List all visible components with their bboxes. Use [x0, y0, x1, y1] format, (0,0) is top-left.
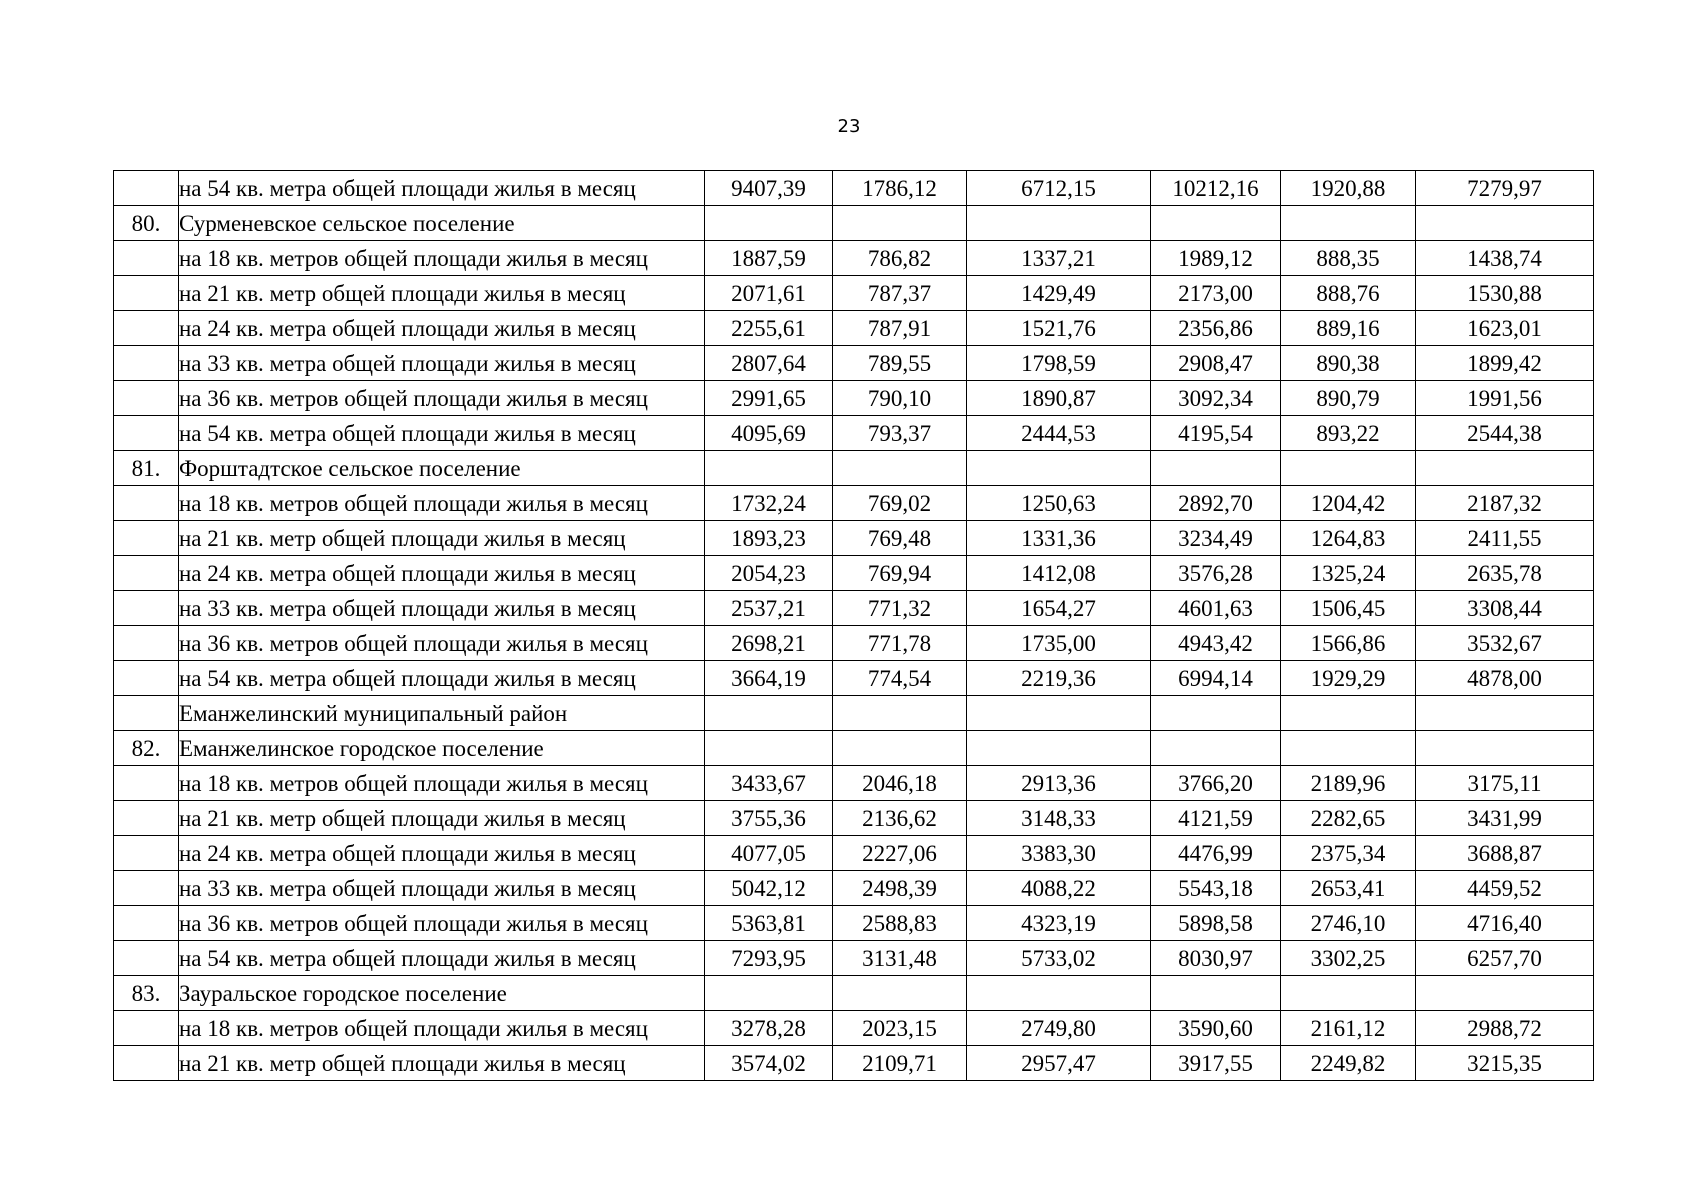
table-row: [114, 486, 1594, 521]
value-cell-2: [833, 696, 967, 731]
value-cell-5: 1929,29: [1281, 661, 1416, 696]
value-cell-5: 3302,25: [1281, 941, 1416, 976]
value-cell-3: 2957,47: [967, 1046, 1151, 1081]
value-cell-3: [967, 696, 1151, 731]
value-cell-3: 1331,36: [967, 521, 1151, 556]
value-cell-1: 2255,61: [705, 311, 833, 346]
value-cell-4: 3092,34: [1151, 381, 1281, 416]
value-cell-2: 789,55: [833, 346, 967, 381]
table-row: [114, 696, 1594, 731]
value-cell-1: [705, 731, 833, 766]
row-description-cell: на 24 кв. метра общей площади жилья в месяц: [179, 311, 705, 346]
value-cell-4: 4195,54: [1151, 416, 1281, 451]
value-cell-2: 787,37: [833, 276, 967, 311]
row-description-cell: на 24 кв. метра общей площади жилья в месяц: [179, 556, 705, 591]
row-number-cell: [114, 696, 179, 731]
value-cell-5: 2746,10: [1281, 906, 1416, 941]
value-cell-4: 4476,99: [1151, 836, 1281, 871]
value-cell-5: 2249,82: [1281, 1046, 1416, 1081]
value-cell-5: 1920,88: [1281, 171, 1416, 206]
row-number-cell: [114, 346, 179, 381]
value-cell-6: 3175,11: [1416, 766, 1594, 801]
value-cell-6: 2411,55: [1416, 521, 1594, 556]
row-description-cell: на 36 кв. метров общей площади жилья в месяц: [179, 906, 705, 941]
value-cell-5: 890,79: [1281, 381, 1416, 416]
value-cell-1: 3755,36: [705, 801, 833, 836]
row-description-cell: на 21 кв. метр общей площади жилья в месяц: [179, 276, 705, 311]
value-cell-2: 2588,83: [833, 906, 967, 941]
value-cell-2: 774,54: [833, 661, 967, 696]
value-cell-4: 1989,12: [1151, 241, 1281, 276]
value-cell-2: 769,02: [833, 486, 967, 521]
value-cell-6: [1416, 731, 1594, 766]
table-row: [114, 416, 1594, 451]
value-cell-1: 3433,67: [705, 766, 833, 801]
value-cell-3: 4088,22: [967, 871, 1151, 906]
row-description-cell: на 24 кв. метра общей площади жилья в месяц: [179, 836, 705, 871]
value-cell-5: 890,38: [1281, 346, 1416, 381]
value-cell-5: 1264,83: [1281, 521, 1416, 556]
row-number-cell: [114, 381, 179, 416]
table-body: [114, 171, 1594, 1081]
value-cell-5: 1325,24: [1281, 556, 1416, 591]
value-cell-3: 4323,19: [967, 906, 1151, 941]
row-description-cell: на 54 кв. метра общей площади жилья в месяц: [179, 941, 705, 976]
row-number-cell: 82.: [114, 731, 179, 766]
table-row: [114, 906, 1594, 941]
row-description-cell: Форштадтское сельское поселение: [179, 451, 705, 486]
row-description-cell: на 33 кв. метра общей площади жилья в месяц: [179, 871, 705, 906]
value-cell-2: 793,37: [833, 416, 967, 451]
row-description-cell: на 18 кв. метров общей площади жилья в месяц: [179, 1011, 705, 1046]
value-cell-2: [833, 206, 967, 241]
value-cell-2: 1786,12: [833, 171, 967, 206]
value-cell-3: 1735,00: [967, 626, 1151, 661]
value-cell-1: 3574,02: [705, 1046, 833, 1081]
table-row: [114, 311, 1594, 346]
table-row: [114, 941, 1594, 976]
table-row: [114, 836, 1594, 871]
value-cell-4: 3576,28: [1151, 556, 1281, 591]
row-description-cell: Сурменевское сельское поселение: [179, 206, 705, 241]
value-cell-1: 2054,23: [705, 556, 833, 591]
value-cell-1: 3664,19: [705, 661, 833, 696]
value-cell-6: 2635,78: [1416, 556, 1594, 591]
value-cell-6: 1991,56: [1416, 381, 1594, 416]
value-cell-5: [1281, 731, 1416, 766]
table-row: [114, 801, 1594, 836]
value-cell-4: [1151, 451, 1281, 486]
value-cell-4: [1151, 206, 1281, 241]
value-cell-1: 5363,81: [705, 906, 833, 941]
table-row: [114, 591, 1594, 626]
value-cell-6: 4459,52: [1416, 871, 1594, 906]
value-cell-4: 2892,70: [1151, 486, 1281, 521]
value-cell-4: 2173,00: [1151, 276, 1281, 311]
value-cell-3: 1412,08: [967, 556, 1151, 591]
value-cell-6: 3431,99: [1416, 801, 1594, 836]
value-cell-5: 2189,96: [1281, 766, 1416, 801]
value-cell-6: 2544,38: [1416, 416, 1594, 451]
row-number-cell: [114, 766, 179, 801]
row-number-cell: [114, 661, 179, 696]
row-number-cell: [114, 171, 179, 206]
value-cell-5: 2282,65: [1281, 801, 1416, 836]
value-cell-2: 786,82: [833, 241, 967, 276]
value-cell-4: 3766,20: [1151, 766, 1281, 801]
value-cell-4: 8030,97: [1151, 941, 1281, 976]
value-cell-6: 7279,97: [1416, 171, 1594, 206]
value-cell-4: 4121,59: [1151, 801, 1281, 836]
value-cell-1: 9407,39: [705, 171, 833, 206]
table-row: [114, 661, 1594, 696]
value-cell-6: 3308,44: [1416, 591, 1594, 626]
row-number-cell: 80.: [114, 206, 179, 241]
value-cell-1: 1732,24: [705, 486, 833, 521]
value-cell-5: 888,76: [1281, 276, 1416, 311]
value-cell-4: 5543,18: [1151, 871, 1281, 906]
value-cell-4: 3590,60: [1151, 1011, 1281, 1046]
row-description-cell: на 21 кв. метр общей площади жилья в месяц: [179, 1046, 705, 1081]
value-cell-2: 790,10: [833, 381, 967, 416]
row-number-cell: [114, 486, 179, 521]
value-cell-6: 1530,88: [1416, 276, 1594, 311]
value-cell-4: 3234,49: [1151, 521, 1281, 556]
value-cell-4: 10212,16: [1151, 171, 1281, 206]
value-cell-3: [967, 451, 1151, 486]
page-number: 23: [837, 116, 861, 137]
table-row: [114, 451, 1594, 486]
value-cell-3: 1798,59: [967, 346, 1151, 381]
value-cell-6: [1416, 976, 1594, 1011]
row-number-cell: [114, 801, 179, 836]
table-row: [114, 1011, 1594, 1046]
value-cell-2: 2498,39: [833, 871, 967, 906]
value-cell-5: 893,22: [1281, 416, 1416, 451]
value-cell-2: [833, 976, 967, 1011]
row-number-cell: [114, 241, 179, 276]
table-row: [114, 241, 1594, 276]
value-cell-4: [1151, 696, 1281, 731]
table-row: [114, 346, 1594, 381]
value-cell-5: [1281, 976, 1416, 1011]
table-row: [114, 206, 1594, 241]
value-cell-3: [967, 206, 1151, 241]
value-cell-3: 5733,02: [967, 941, 1151, 976]
value-cell-5: 889,16: [1281, 311, 1416, 346]
row-number-cell: [114, 1046, 179, 1081]
row-number-cell: [114, 556, 179, 591]
value-cell-2: 771,78: [833, 626, 967, 661]
value-cell-6: 3215,35: [1416, 1046, 1594, 1081]
table-row: [114, 381, 1594, 416]
table-row: [114, 556, 1594, 591]
value-cell-1: 3278,28: [705, 1011, 833, 1046]
value-cell-5: 2653,41: [1281, 871, 1416, 906]
value-cell-4: 4601,63: [1151, 591, 1281, 626]
row-number-cell: [114, 941, 179, 976]
value-cell-3: 3383,30: [967, 836, 1151, 871]
row-description-cell: на 54 кв. метра общей площади жилья в месяц: [179, 171, 705, 206]
value-cell-5: [1281, 451, 1416, 486]
value-cell-5: 888,35: [1281, 241, 1416, 276]
value-cell-6: 1623,01: [1416, 311, 1594, 346]
row-description-cell: на 33 кв. метра общей площади жилья в месяц: [179, 346, 705, 381]
row-number-cell: [114, 416, 179, 451]
tariff-table: [113, 170, 1594, 1081]
value-cell-6: 1899,42: [1416, 346, 1594, 381]
value-cell-2: 2136,62: [833, 801, 967, 836]
row-number-cell: [114, 276, 179, 311]
value-cell-3: 3148,33: [967, 801, 1151, 836]
table-row: [114, 1046, 1594, 1081]
row-description-cell: на 18 кв. метров общей площади жилья в месяц: [179, 241, 705, 276]
value-cell-1: 1893,23: [705, 521, 833, 556]
value-cell-2: 769,48: [833, 521, 967, 556]
value-cell-2: 2023,15: [833, 1011, 967, 1046]
value-cell-1: [705, 976, 833, 1011]
value-cell-2: 2109,71: [833, 1046, 967, 1081]
table-row: [114, 976, 1594, 1011]
value-cell-1: 4095,69: [705, 416, 833, 451]
table-row: [114, 276, 1594, 311]
row-description-cell: Еманжелинское городское поселение: [179, 731, 705, 766]
row-description-cell: Зауральское городское поселение: [179, 976, 705, 1011]
table-row: [114, 521, 1594, 556]
row-number-cell: 81.: [114, 451, 179, 486]
value-cell-3: 1521,76: [967, 311, 1151, 346]
value-cell-3: 2749,80: [967, 1011, 1151, 1046]
row-number-cell: [114, 521, 179, 556]
value-cell-6: 6257,70: [1416, 941, 1594, 976]
value-cell-6: 2187,32: [1416, 486, 1594, 521]
value-cell-2: [833, 451, 967, 486]
value-cell-2: 771,32: [833, 591, 967, 626]
row-number-cell: [114, 871, 179, 906]
value-cell-5: 1566,86: [1281, 626, 1416, 661]
table-row: [114, 871, 1594, 906]
value-cell-4: [1151, 731, 1281, 766]
value-cell-3: 1654,27: [967, 591, 1151, 626]
value-cell-3: 2444,53: [967, 416, 1151, 451]
value-cell-3: 1890,87: [967, 381, 1151, 416]
row-number-cell: [114, 591, 179, 626]
value-cell-5: 1506,45: [1281, 591, 1416, 626]
value-cell-6: [1416, 451, 1594, 486]
value-cell-2: [833, 731, 967, 766]
row-description-cell: на 54 кв. метра общей площади жилья в месяц: [179, 661, 705, 696]
row-description-cell: на 18 кв. метров общей площади жилья в месяц: [179, 486, 705, 521]
value-cell-3: 1250,63: [967, 486, 1151, 521]
value-cell-1: 7293,95: [705, 941, 833, 976]
value-cell-5: 1204,42: [1281, 486, 1416, 521]
value-cell-1: [705, 451, 833, 486]
row-description-cell: на 21 кв. метр общей площади жилья в месяц: [179, 521, 705, 556]
value-cell-2: 787,91: [833, 311, 967, 346]
value-cell-1: [705, 206, 833, 241]
value-cell-1: 2698,21: [705, 626, 833, 661]
value-cell-6: 3688,87: [1416, 836, 1594, 871]
value-cell-2: 769,94: [833, 556, 967, 591]
value-cell-3: 1429,49: [967, 276, 1151, 311]
value-cell-6: 3532,67: [1416, 626, 1594, 661]
row-description-cell: на 36 кв. метров общей площади жилья в месяц: [179, 626, 705, 661]
value-cell-4: 2908,47: [1151, 346, 1281, 381]
value-cell-4: 4943,42: [1151, 626, 1281, 661]
row-number-cell: [114, 626, 179, 661]
value-cell-6: 1438,74: [1416, 241, 1594, 276]
value-cell-1: [705, 696, 833, 731]
value-cell-3: [967, 976, 1151, 1011]
value-cell-2: 3131,48: [833, 941, 967, 976]
value-cell-4: [1151, 976, 1281, 1011]
value-cell-6: 4716,40: [1416, 906, 1594, 941]
value-cell-2: 2227,06: [833, 836, 967, 871]
row-description-cell: Еманжелинский муниципальный район: [179, 696, 705, 731]
value-cell-1: 2071,61: [705, 276, 833, 311]
value-cell-2: 2046,18: [833, 766, 967, 801]
value-cell-4: 2356,86: [1151, 311, 1281, 346]
value-cell-3: [967, 731, 1151, 766]
value-cell-1: 2537,21: [705, 591, 833, 626]
value-cell-5: [1281, 206, 1416, 241]
value-cell-1: 1887,59: [705, 241, 833, 276]
row-number-cell: 83.: [114, 976, 179, 1011]
value-cell-3: 2219,36: [967, 661, 1151, 696]
table-row: [114, 731, 1594, 766]
row-description-cell: на 18 кв. метров общей площади жилья в месяц: [179, 766, 705, 801]
value-cell-6: [1416, 206, 1594, 241]
row-number-cell: [114, 836, 179, 871]
value-cell-4: 3917,55: [1151, 1046, 1281, 1081]
row-description-cell: на 54 кв. метра общей площади жилья в месяц: [179, 416, 705, 451]
row-description-cell: на 21 кв. метр общей площади жилья в месяц: [179, 801, 705, 836]
row-number-cell: [114, 1011, 179, 1046]
row-number-cell: [114, 311, 179, 346]
value-cell-5: 2161,12: [1281, 1011, 1416, 1046]
value-cell-5: [1281, 696, 1416, 731]
row-number-cell: [114, 906, 179, 941]
value-cell-1: 2807,64: [705, 346, 833, 381]
table-row: [114, 626, 1594, 661]
value-cell-1: 2991,65: [705, 381, 833, 416]
value-cell-3: 6712,15: [967, 171, 1151, 206]
row-description-cell: на 33 кв. метра общей площади жилья в месяц: [179, 591, 705, 626]
table-row: [114, 766, 1594, 801]
value-cell-6: [1416, 696, 1594, 731]
value-cell-5: 2375,34: [1281, 836, 1416, 871]
value-cell-1: 4077,05: [705, 836, 833, 871]
row-description-cell: на 36 кв. метров общей площади жилья в месяц: [179, 381, 705, 416]
value-cell-4: 6994,14: [1151, 661, 1281, 696]
table-row: [114, 171, 1594, 206]
value-cell-3: 1337,21: [967, 241, 1151, 276]
value-cell-6: 4878,00: [1416, 661, 1594, 696]
value-cell-1: 5042,12: [705, 871, 833, 906]
value-cell-3: 2913,36: [967, 766, 1151, 801]
value-cell-6: 2988,72: [1416, 1011, 1594, 1046]
value-cell-4: 5898,58: [1151, 906, 1281, 941]
